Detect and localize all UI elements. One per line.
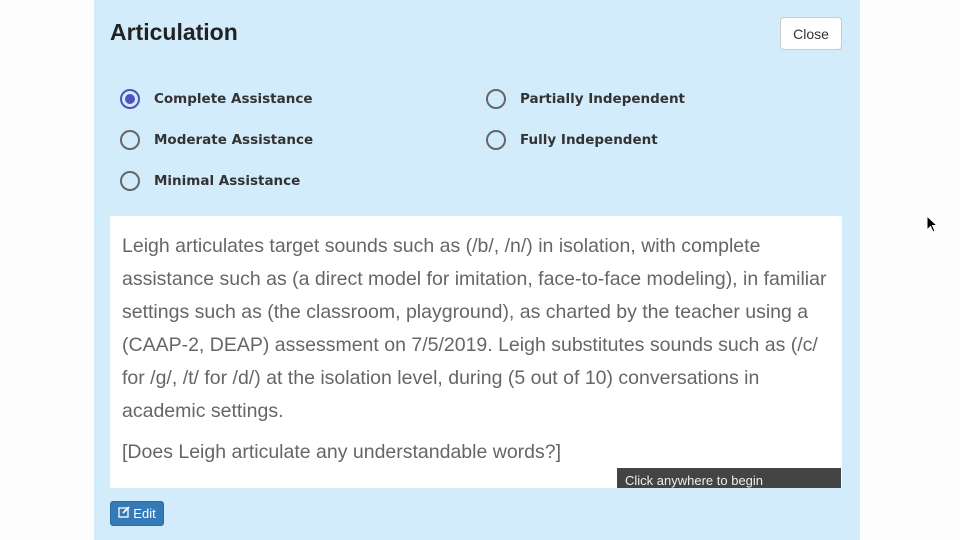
radio-icon bbox=[486, 130, 506, 150]
goal-text-area[interactable] bbox=[110, 216, 842, 488]
edit-icon bbox=[118, 506, 130, 521]
radio-icon bbox=[486, 89, 506, 109]
radio-icon bbox=[120, 130, 140, 150]
close-button[interactable]: Close bbox=[780, 17, 842, 50]
radio-label: Complete Assistance bbox=[154, 91, 313, 107]
radio-fully-independent[interactable] bbox=[486, 130, 658, 150]
goal-paragraph: Leigh articulates target sounds such as (/b/, /n/) in isolation, with complete assistance such as (a direct model for imitation, face-to-face modeling), in familiar settings such as (the classroom, playground), as charted by the teacher using a (CAAP-2, DEAP) assessment on 7/5/2019. Leigh substitutes sounds such as (/c/ for /g/, /t/ for /d/) at the isolation level, during (5 out of 10) conversations in academic settings. bbox=[122, 235, 827, 422]
radio-moderate-assistance[interactable] bbox=[120, 130, 313, 150]
edit-label: Edit bbox=[133, 506, 156, 521]
mouse-cursor-icon bbox=[926, 215, 940, 240]
modal-title: Articulation bbox=[110, 19, 238, 45]
goal-question: [Does Leigh articulate any understandable words?] bbox=[122, 441, 562, 463]
edit-button[interactable] bbox=[110, 501, 164, 526]
radio-icon bbox=[120, 171, 140, 191]
radio-partially-independent[interactable] bbox=[486, 89, 685, 109]
radio-minimal-assistance[interactable] bbox=[120, 171, 300, 191]
radio-label: Moderate Assistance bbox=[154, 132, 314, 148]
radio-label: Fully Independent bbox=[520, 132, 658, 148]
radio-selected-icon bbox=[120, 89, 140, 109]
radio-label: Partially Independent bbox=[520, 91, 686, 107]
radio-complete-assistance[interactable] bbox=[120, 89, 313, 109]
articulation-modal bbox=[94, 0, 860, 540]
radio-label: Minimal Assistance bbox=[154, 173, 301, 189]
click-to-begin-tooltip: Click anywhere to begin bbox=[617, 468, 841, 488]
